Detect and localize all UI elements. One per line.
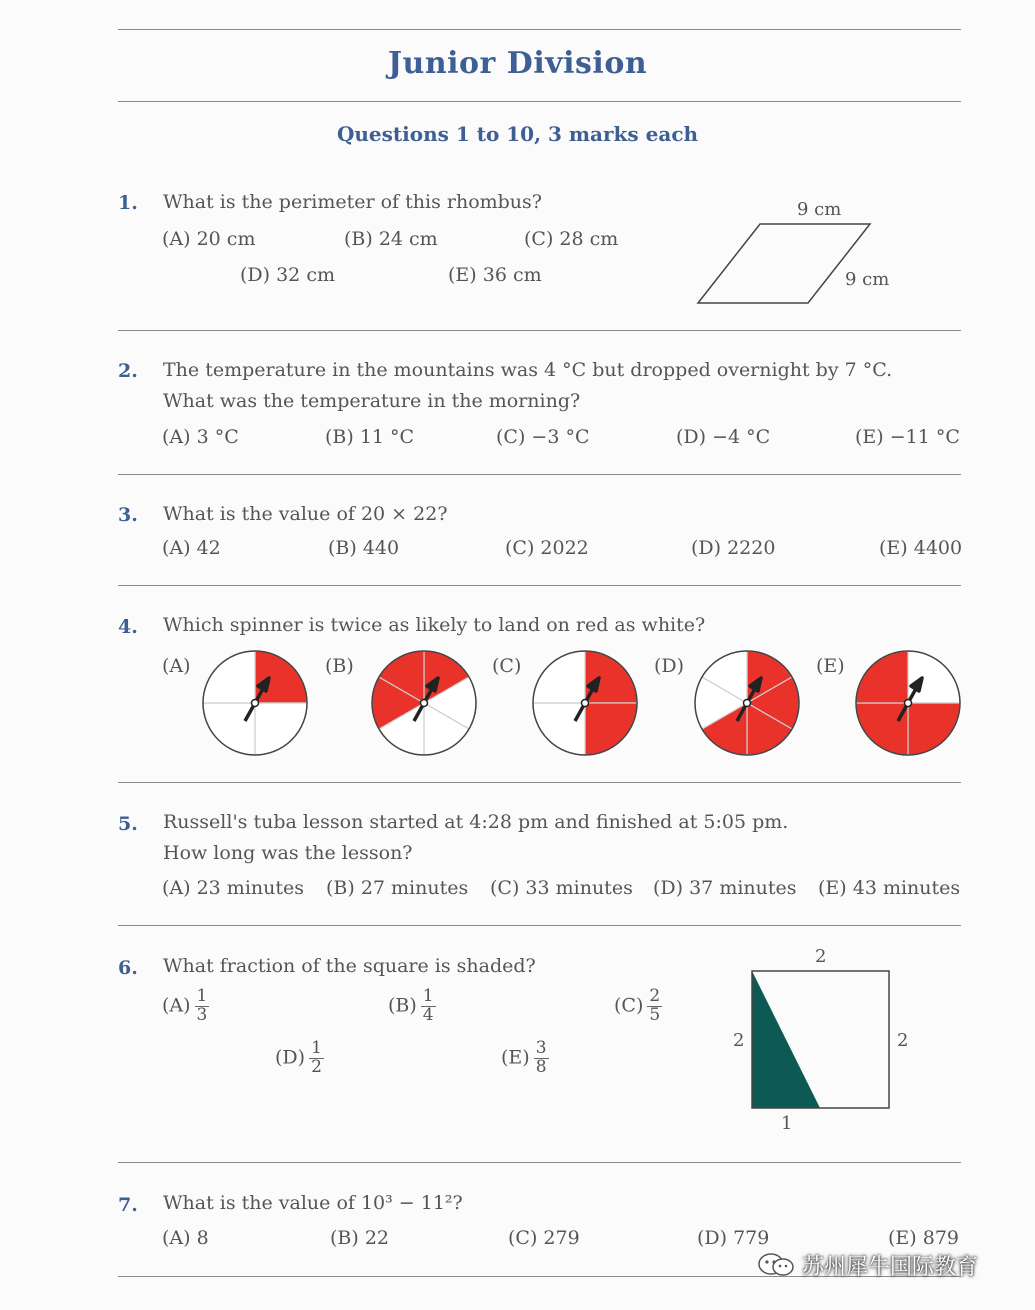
fraction [534,1040,549,1077]
option-label: (D) [275,1046,306,1069]
question-text: The temperature in the mountains was 4 °C but dropped overnight by 7 °C. [163,359,893,381]
chat-bubble-icon [756,1251,796,1279]
fraction [195,988,210,1025]
option-e[interactable]: (E) 4400 [879,537,963,559]
question-text: What fraction of the square is shaded? [163,955,536,977]
option-b[interactable]: (B) 24 cm [344,228,438,250]
question-number: 7. [118,1194,138,1216]
separator-rule [118,585,961,586]
option-b[interactable]: (B) 22 [330,1227,390,1249]
option-d[interactable]: (D) 2220 [691,537,776,559]
question-number: 4. [118,616,138,638]
option-b[interactable] [388,988,436,1025]
option-d[interactable]: (D) 779 [697,1227,770,1249]
option-b[interactable]: (B) 440 [328,537,400,559]
option-c[interactable]: (C) 279 [508,1227,580,1249]
fraction [421,988,436,1025]
question-text-line-2: How long was the lesson? [163,842,413,864]
option-e[interactable]: (E) 43 minutes [818,877,961,899]
question-number: 1. [118,192,138,214]
separator-rule [118,474,961,475]
option-a[interactable]: (A) 20 cm [162,228,256,250]
option-e[interactable]: (E) 879 [888,1227,959,1249]
rhombus-top-label: 9 cm [797,199,842,220]
numerator: 3 [535,1038,547,1058]
option-a[interactable]: (A) 8 [162,1227,209,1249]
option-b[interactable]: (B) 11 °C [325,426,415,448]
numerator: 1 [311,1038,322,1058]
denominator: 4 [422,1004,434,1025]
numerator: 1 [422,986,434,1006]
question-text: Russell's tuba lesson started at 4:28 pm and finished at 5:05 pm. [163,811,789,833]
option-d[interactable] [275,1040,324,1077]
page-title: Junior Division [387,46,648,81]
option-c[interactable]: (C) −3 °C [496,426,590,448]
option-c[interactable] [614,988,662,1025]
question-number: 2. [118,360,138,382]
question-text: What is the perimeter of this rhombus? [163,191,542,213]
spinner-hub [905,700,912,707]
square-figure [745,964,895,1114]
option-d[interactable]: (D) 32 cm [240,264,335,286]
question-number: 5. [118,813,138,835]
separator-rule [118,1162,961,1163]
option-d[interactable]: (D) [654,655,685,677]
separator-rule [118,782,961,783]
option-a[interactable]: (A) 23 minutes [162,877,304,899]
fraction [309,1040,324,1077]
square-right-label: 2 [897,1030,909,1051]
option-e[interactable] [501,1040,549,1077]
square-top-label: 2 [815,946,827,967]
spinner-hub [744,700,751,707]
top-rule [118,29,961,30]
option-c[interactable]: (C) 2022 [505,537,589,559]
question-text-line-2: What was the temperature in the morning? [163,390,581,412]
option-label: (B) [388,994,417,1017]
title-rule [118,101,961,102]
question-text: What is the value of 20 × 22? [163,503,448,525]
option-label: (C) [614,994,644,1017]
rhombus-side-label: 9 cm [845,269,890,290]
option-b[interactable]: (B) 27 minutes [326,877,469,899]
section-subtitle: Questions 1 to 10, 3 marks each [336,122,699,146]
option-label: (E) [501,1046,530,1069]
rhombus-figure [690,215,890,315]
fraction [647,988,662,1025]
spinner-c [533,651,637,755]
option-d[interactable]: (D) 37 minutes [653,877,797,899]
numerator: 2 [649,986,661,1006]
watermark [756,1250,978,1280]
numerator: 1 [196,986,208,1006]
denominator: 8 [535,1056,547,1077]
option-a[interactable]: (A) [162,655,191,677]
option-b[interactable]: (B) [325,655,354,677]
option-e[interactable]: (E) −11 °C [855,426,960,448]
spinner-e [856,651,960,755]
option-e[interactable]: (E) 36 cm [448,264,542,286]
spinner-hub [582,700,589,707]
spinner-b [372,651,476,755]
question-text: What is the value of 10³ − 11²? [163,1192,463,1214]
question-number: 6. [118,957,138,979]
separator-rule [118,330,961,331]
option-d[interactable]: (D) −4 °C [676,426,771,448]
option-c[interactable]: (C) 33 minutes [490,877,633,899]
spinner-d [695,651,799,755]
option-label: (A) [162,994,191,1017]
watermark-text: 苏州犀牛国际教育 [802,1254,979,1280]
denominator: 3 [196,1004,208,1025]
question-text: Which spinner is twice as likely to land on red as white? [163,614,706,636]
option-c[interactable]: (C) 28 cm [524,228,619,250]
spinner-hub [252,700,259,707]
square-bottom-label: 1 [781,1113,793,1134]
spinner-hub [421,700,428,707]
shaded-triangle [752,971,820,1108]
option-e[interactable]: (E) [816,655,845,677]
separator-rule [118,925,961,926]
option-c[interactable]: (C) [492,655,522,677]
square-left-label: 2 [733,1030,745,1051]
option-a[interactable]: (A) 42 [162,537,221,559]
spinner-a [203,651,307,755]
option-a[interactable] [162,988,209,1025]
spinners-figure [195,645,970,765]
denominator: 5 [649,1004,661,1025]
option-a[interactable]: (A) 3 °C [162,426,239,448]
denominator: 2 [311,1056,322,1077]
question-number: 3. [118,504,138,526]
